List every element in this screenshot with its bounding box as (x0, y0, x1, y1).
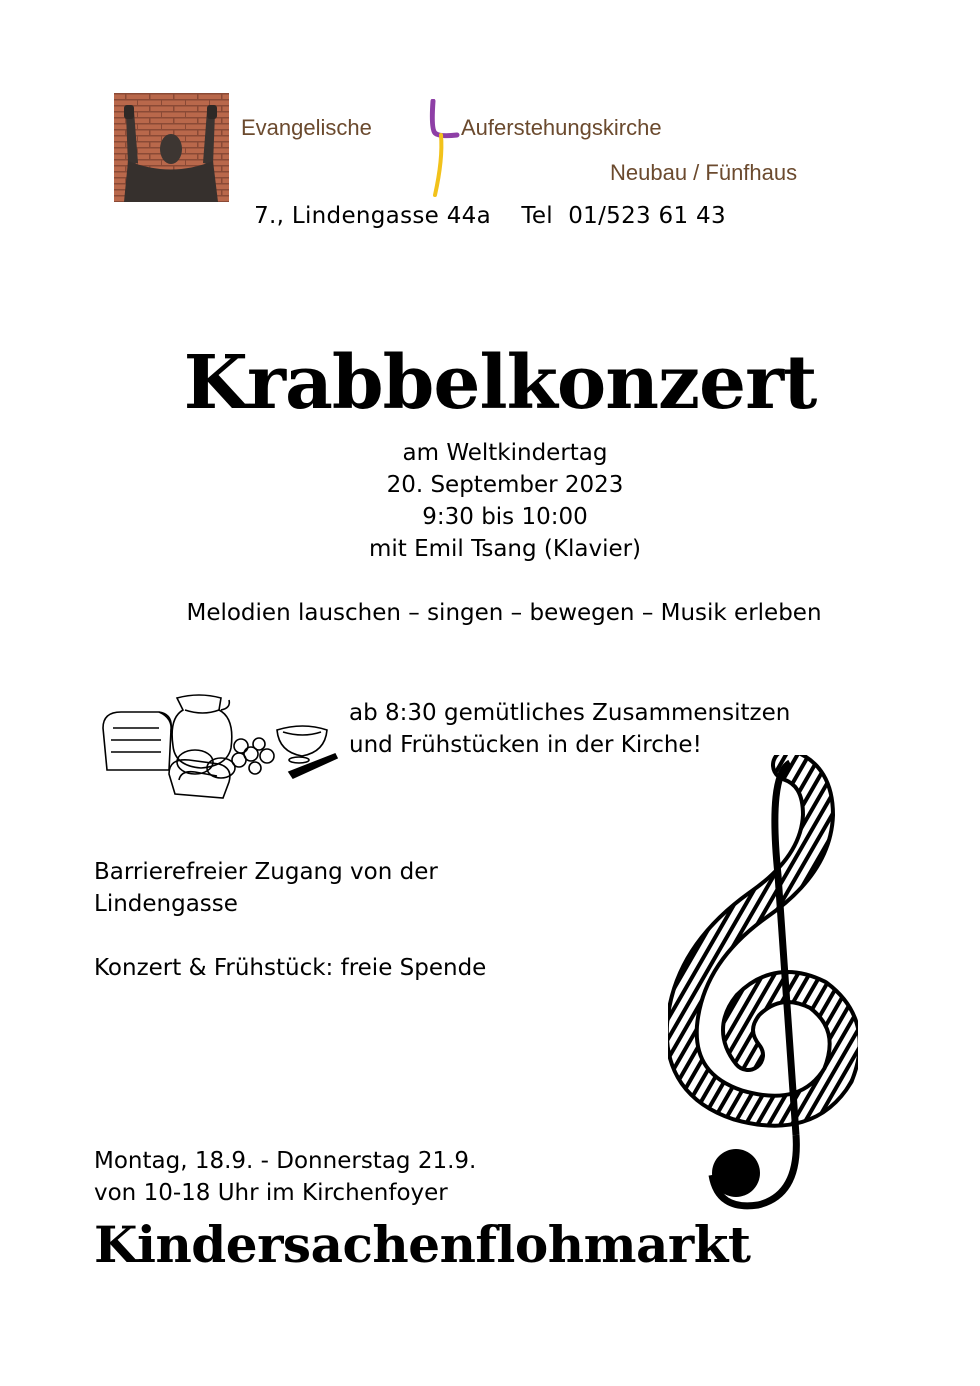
event-title: Krabbelkonzert (183, 340, 817, 426)
event-occasion: am Weltkindertag (402, 440, 608, 466)
event-performer: mit Emil Tsang (Klavier) (368, 536, 642, 562)
event-time: 9:30 bis 10:00 (422, 504, 588, 530)
market-dates: Montag, 18.9. - Donnerstag 21.9. (94, 1148, 477, 1174)
breakfast-line-1: ab 8:30 gemütliches Zusammensitzen (349, 700, 791, 726)
event-motto: Melodien lauschen – singen – bewegen – Musik erleben (186, 600, 822, 626)
breakfast-line-2: und Frühstücken in der Kirche! (349, 732, 702, 758)
access-line-1: Barrierefreier Zugang von der (94, 859, 438, 885)
market-info (94, 1145, 476, 1209)
address-line: 7., Lindengasse 44a Tel 01/523 61 43 (254, 203, 726, 229)
church-header (114, 93, 864, 202)
breakfast-text (349, 697, 790, 761)
event-date: 20. September 2023 (386, 472, 624, 498)
access-line-2: Lindengasse (94, 891, 238, 917)
price-info: Konzert & Frühstück: freie Spende (94, 955, 487, 981)
church-district: Neubau / Fünfhaus (610, 160, 798, 185)
breakfast-icon (99, 688, 344, 806)
access-info (94, 856, 438, 920)
statue-photo-icon (114, 93, 229, 202)
market-hours: von 10-18 Uhr im Kirchenfoyer (94, 1180, 448, 1206)
treble-clef-icon (668, 755, 858, 1215)
church-name-right: Auferstehungskirche (461, 115, 662, 140)
cross-logo-icon (421, 99, 461, 199)
market-title: Kindersachenflohmarkt (94, 1215, 751, 1274)
church-name-left: Evangelische (241, 115, 372, 140)
